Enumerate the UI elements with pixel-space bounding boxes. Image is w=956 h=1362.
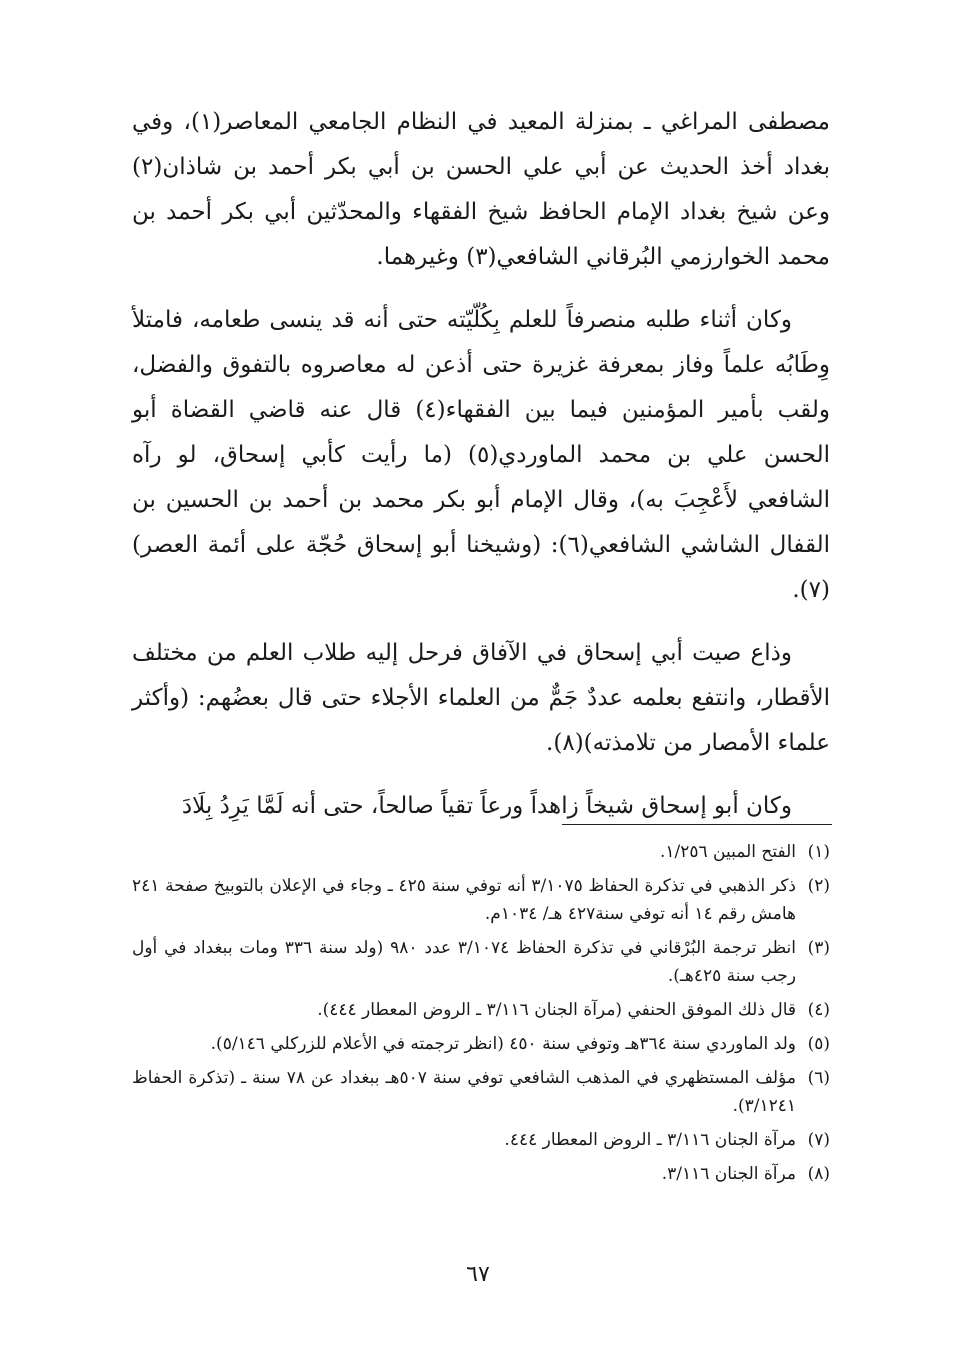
footnote-number: (٢) bbox=[807, 876, 830, 896]
footnote-1 bbox=[132, 838, 830, 866]
footnote-divider bbox=[562, 824, 832, 825]
paragraph-1: مصطفى المراغي ـ بمنزلة المعيد في النظام الجامعي المعاصر(١)، وفي بغداد أخذ الحديث عن أبي علي الحسن بن أبي بكر أحمد بن شاذان(٢) وعن شيخ بغداد الإمام الحافظ شيخ الفقهاء والمحدّثين أبي بكر أحمد بن محمد الخوارزمي البُرقاني الشافعي(٣) وغيرهما. bbox=[132, 109, 830, 270]
footnote-7 bbox=[132, 1126, 830, 1154]
paragraph-3: وذاع صيت أبي إسحاق في الآفاق فرحل إليه طلاب العلم من مختلف الأقطار، وانتفع بعلمه عددٌ جَمٌّ من العلماء الأجلاء حتى قال بعضُهم: (وأكثر علماء الأمصار من تلامذته)(٨). bbox=[132, 640, 830, 756]
footnote-text: قال ذلك الموفق الحنفي (مرآة الجنان ٣/١١٦ ـ الروض المعطار ٤٤٤). bbox=[317, 1000, 796, 1020]
footnote-text: مرآة الجنان ٣/١١٦. bbox=[661, 1164, 796, 1184]
footnote-text: انظر ترجمة البُرْقاني في تذكرة الحفاظ ٣/١٠٧٤ عدد ٩٨٠ (ولد سنة ٣٣٦ ومات ببغداد في أول رجب سنة ٤٢٥هـ). bbox=[132, 938, 796, 986]
footnote-8 bbox=[132, 1160, 830, 1188]
footnote-number: (١) bbox=[807, 842, 830, 862]
footnote-number: (٨) bbox=[807, 1164, 830, 1184]
footnote-number: (٣) bbox=[807, 938, 830, 958]
footnote-number: (٥) bbox=[807, 1034, 830, 1054]
paragraph-4: وكان أبو إسحاق شيخاً زاهداً ورعاً تقياً صالحاً، حتى أنه لَمَّا يَرِدُ بِلَادَ bbox=[181, 793, 792, 819]
footnote-number: (٤) bbox=[807, 1000, 830, 1020]
main-text bbox=[132, 100, 830, 829]
footnote-6 bbox=[132, 1064, 830, 1120]
footnotes-list bbox=[132, 838, 830, 1194]
footnote-number: (٦) bbox=[807, 1068, 830, 1088]
footnote-text: ذكر الذهبي في تذكرة الحفاظ ٣/١٠٧٥ أنه توفي سنة ٤٢٥ ـ وجاء في الإعلان بالتوبيخ صفحة ٢٤١ هامش رقم ١٤ أنه توفي سنة٤٢٧ هـ/ ١٠٣٤م. bbox=[132, 876, 796, 924]
footnote-4 bbox=[132, 996, 830, 1024]
footnote-number: (٧) bbox=[807, 1130, 830, 1150]
footnote-5 bbox=[132, 1030, 830, 1058]
footnote-text: ولد الماوردي سنة ٣٦٤هـ وتوفي سنة ٤٥٠ (انظر ترجمته في الأعلام للزركلي ٥/١٤٦). bbox=[210, 1034, 796, 1054]
footnote-3 bbox=[132, 934, 830, 990]
footnote-text: الفتح المبين ١/٢٥٦. bbox=[659, 842, 796, 862]
footnote-2 bbox=[132, 872, 830, 928]
page-number: ٦٧ bbox=[466, 1262, 490, 1287]
footnote-text: مرآة الجنان ٣/١١٦ ـ الروض المعطار ٤٤٤. bbox=[504, 1130, 796, 1150]
footnote-text: مؤلف المستظهري في المذهب الشافعي توفي سنة ٥٠٧هـ ببغداد عن ٧٨ سنة ـ (تذكرة الحفاظ ٣/١٢٤١). bbox=[132, 1068, 796, 1116]
paragraph-2: وكان أثناء طلبه منصرفاً للعلم بِكُلّيّته حتى أنه قد ينسى طعامه، فامتلأ وِطَابُه علماً وفاز بمعرفة غزيرة حتى أذعن له معاصروه بالتفوق والفضل، ولقب بأمير المؤمنين فيما بين الفقهاء(٤) قال عنه قاضي القضاة أبو الحسن علي بن محمد الماوردي(٥) (ما رأيت كأبي إسحاق، لو رآه الشافعي لأَعْجِبَ به)، وقال الإمام أبو بكر محمد بن أحمد بن الحسين بن القفال الشاشي الشافعي(٦): (وشيخنا أبو إسحاق حُجّة على أئمة العصر)(٧). bbox=[132, 307, 830, 603]
